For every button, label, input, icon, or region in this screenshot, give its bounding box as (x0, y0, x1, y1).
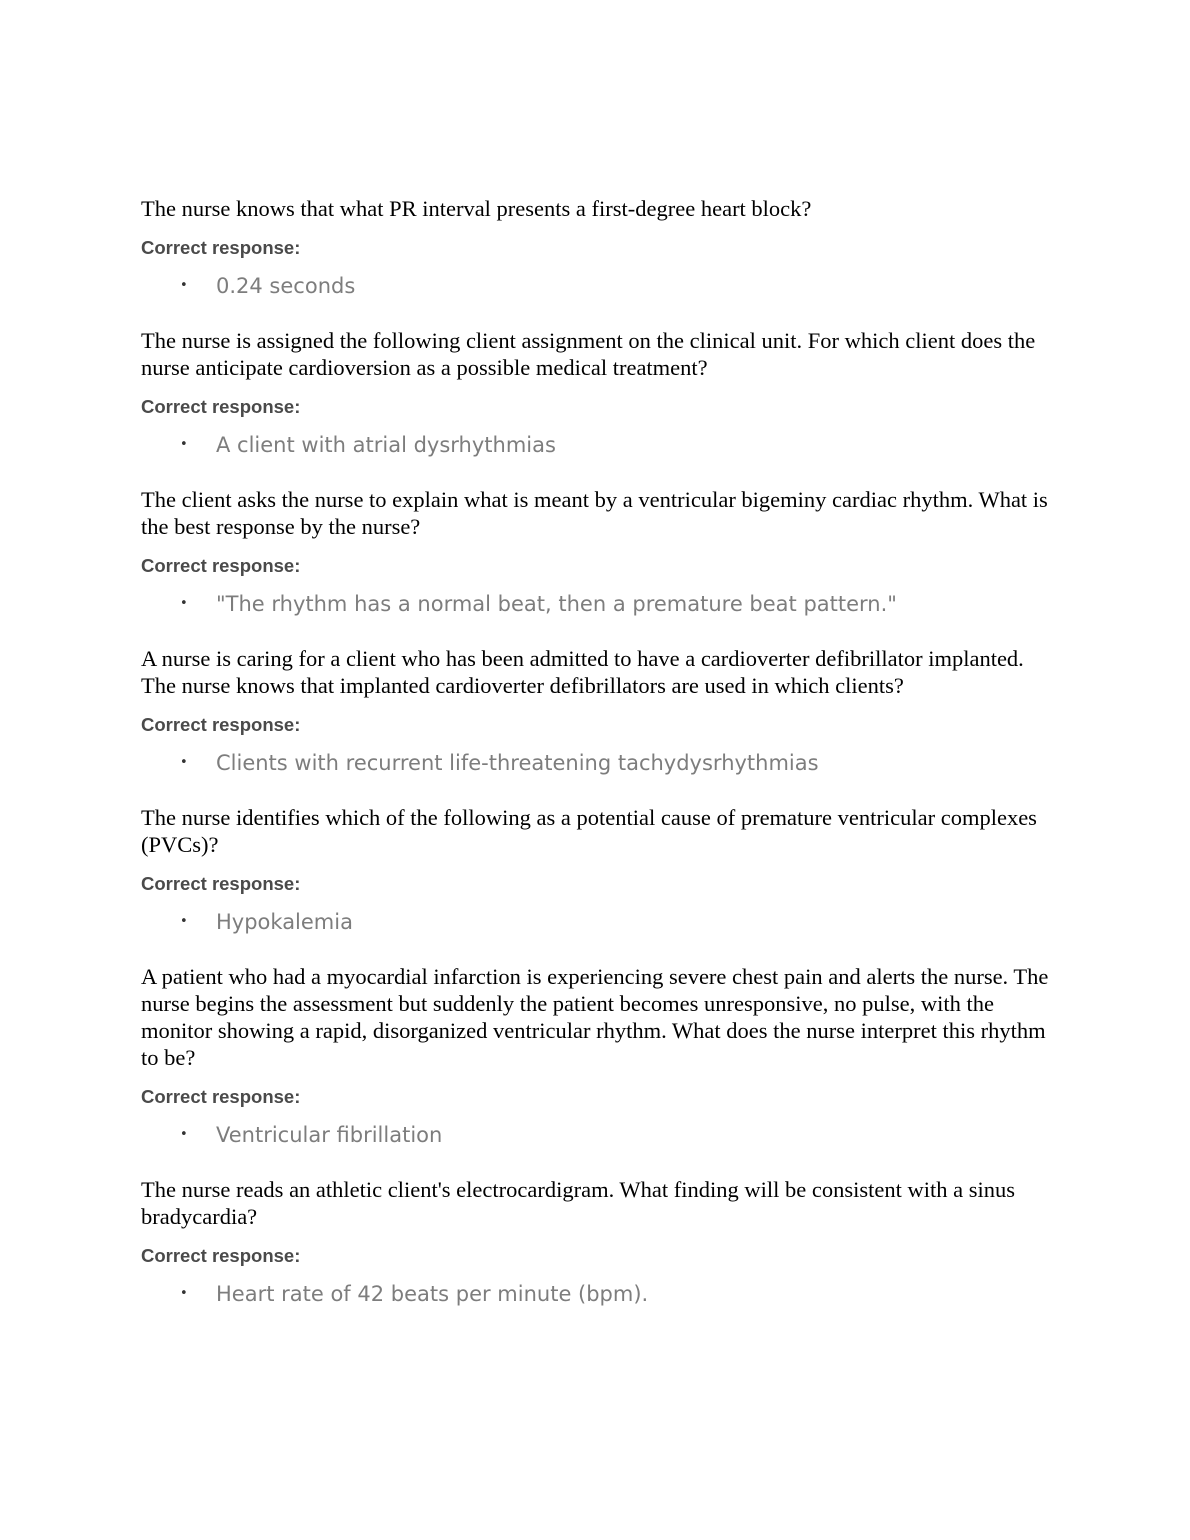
qa-item-7 (141, 1176, 1061, 1307)
question-text: The client asks the nurse to explain what is meant by a ventricular bigeminy cardiac rhythm. What is the best response by the nurse? (141, 487, 1048, 539)
answer-item (141, 909, 1061, 935)
answer-item (141, 1281, 1061, 1307)
answer-item (141, 273, 1061, 299)
answer-text: 0.24 seconds (216, 274, 356, 298)
answer-item (141, 432, 1061, 458)
answer-list (141, 750, 1061, 776)
bullet-icon: • (180, 1286, 188, 1301)
answer-item (141, 591, 1061, 617)
bullet-icon: • (180, 278, 188, 293)
document-page (141, 195, 1061, 1307)
correct-response-label: Correct response: (141, 1086, 301, 1107)
answer-text: Clients with recurrent life-threatening tachydysrhythmias (216, 751, 819, 775)
correct-response-label: Correct response: (141, 1245, 301, 1266)
correct-response-label: Correct response: (141, 714, 301, 735)
qa-item-4 (141, 645, 1061, 776)
correct-response-label: Correct response: (141, 555, 301, 576)
answer-list (141, 909, 1061, 935)
correct-response-label: Correct response: (141, 237, 301, 258)
question-text: A nurse is caring for a client who has been admitted to have a cardioverter defibrillator implanted. The nurse knows that implanted cardioverter defibrillators are used in which clients? (141, 646, 1024, 698)
answer-list (141, 432, 1061, 458)
question-text: The nurse reads an athletic client's electrocardigram. What finding will be consistent with a sinus bradycardia? (141, 1177, 1015, 1229)
question-text: The nurse knows that what PR interval presents a first-degree heart block? (141, 196, 812, 221)
qa-item-5 (141, 804, 1061, 935)
bullet-icon: • (180, 914, 188, 929)
bullet-icon: • (180, 1127, 188, 1142)
answer-list (141, 273, 1061, 299)
question-text: The nurse is assigned the following client assignment on the clinical unit. For which client does the nurse anticipate cardioversion as a possible medical treatment? (141, 328, 1036, 380)
question-text: A patient who had a myocardial infarction is experiencing severe chest pain and alerts the nurse. The nurse begins the assessment but suddenly the patient becomes unresponsive, no pulse, with the monitor showing a rapid, disorganized ventricular rhythm. What does the nurse interpret this rhythm to be? (141, 964, 1049, 1070)
correct-response-label: Correct response: (141, 396, 301, 417)
answer-list (141, 1122, 1061, 1148)
correct-response-label: Correct response: (141, 873, 301, 894)
answer-item (141, 750, 1061, 776)
answer-list (141, 1281, 1061, 1307)
qa-item-2 (141, 327, 1061, 458)
question-text: The nurse identifies which of the following as a potential cause of premature ventricular complexes (PVCs)? (141, 805, 1037, 857)
answer-text: "The rhythm has a normal beat, then a premature beat pattern." (216, 592, 897, 616)
qa-item-1 (141, 195, 1061, 299)
answer-text: Hypokalemia (216, 910, 353, 934)
answer-list (141, 591, 1061, 617)
answer-text: Ventricular fibrillation (216, 1123, 443, 1147)
bullet-icon: • (180, 596, 188, 611)
answer-text: Heart rate of 42 beats per minute (bpm). (216, 1282, 649, 1306)
bullet-icon: • (180, 437, 188, 452)
bullet-icon: • (180, 755, 188, 770)
answer-text: A client with atrial dysrhythmias (216, 433, 556, 457)
qa-item-3 (141, 486, 1061, 617)
answer-item (141, 1122, 1061, 1148)
qa-item-6 (141, 963, 1061, 1148)
